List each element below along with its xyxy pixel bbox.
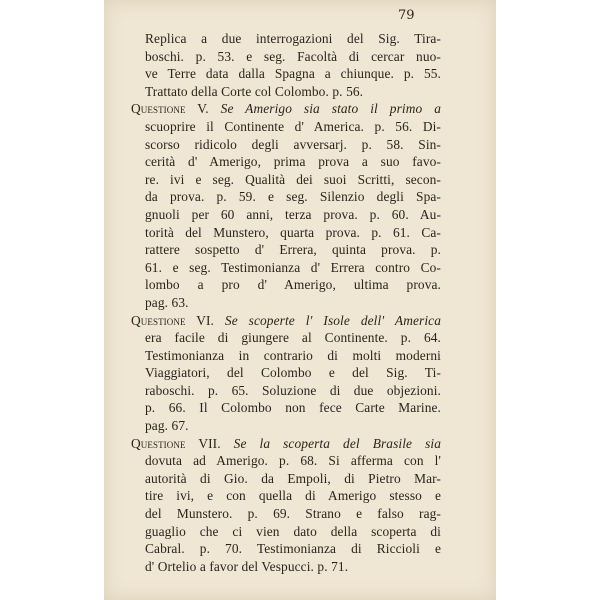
text-line: tire ivi, e con quella di Amerigo stesso e [145, 488, 441, 504]
text-line: scuoprire il Continente d' America. p. 56. Di- [145, 118, 441, 134]
text-line: re. ivi e seg. Qualità dei suoi Scritti, secon- [145, 171, 441, 187]
question-title: Se la scoperta del Brasile sia [220, 435, 442, 451]
text-line: dovuta ad Amerigo. p. 68. Si afferma con l' [145, 453, 441, 469]
text-line: Replica a due interrogazioni del Sig. Tira- [145, 31, 441, 46]
text-line: guaglio che ci vien dato della scoperta di [145, 523, 441, 539]
question-label: Questione VII. [131, 435, 221, 451]
question-label: Questione VI. [131, 312, 214, 328]
text-line: cerità d' Amerigo, prima prova a suo favo- [145, 154, 441, 170]
question-title: Se scoperte l' Isole dell' America [214, 312, 441, 328]
text-line: Viaggiatori, del Colombo e del Sig. Ti- [145, 365, 441, 381]
question-heading-line [131, 100, 441, 118]
text-line: d' Ortelio a favor del Vespucci. p. 71. [145, 558, 349, 574]
text-line: ve Terre data dalla Spagna a chiunque. p. 55. [145, 66, 441, 82]
question-title: Se Amerigo sia stato il primo a [208, 101, 441, 117]
text-line: lombo a pro d' Amerigo, ultima prova. [145, 277, 441, 293]
text-line: era facile di giungere al Continente. p. 64. [145, 330, 441, 346]
text-line: da prova. p. 59. e seg. Silenzio degli Spa- [145, 189, 441, 205]
text-line: gnuoli per 60 anni, terza prova. p. 60. Au- [145, 206, 441, 222]
text-line: boschi. p. 53. e seg. Facoltà di cercar nuo- [145, 48, 441, 64]
text-line: 61. e seg. Testimonianza d' Errera contro Co- [145, 259, 441, 275]
question-label: Questione V. [131, 101, 209, 117]
question-heading-line [131, 312, 441, 330]
text-line: scorso ridicolo degli avversarj. p. 58. Sin- [145, 136, 441, 152]
text-line: rattere sospetto d' Errera, quinta prova. p. [145, 242, 441, 258]
index-text-block [131, 30, 441, 575]
text-line: pag. 67. [145, 418, 189, 434]
text-line: Cabral. p. 70. Testimonianza di Riccioli e [145, 541, 441, 557]
question-heading-line [131, 435, 441, 453]
text-line: Testimonianza in contrario di molti moderni [145, 347, 441, 363]
text-line: p. 66. Il Colombo non fece Carte Marine. [145, 400, 441, 416]
text-line: torità del Munstero, quarta prova. p. 61. Ca- [145, 224, 441, 240]
text-line: pag. 63. [145, 294, 189, 310]
text-line: Trattato della Corte col Colombo. p. 56. [145, 83, 364, 99]
text-line: del Munstero. p. 69. Strano e falso rag- [145, 506, 441, 522]
text-line: autorità di Gio. da Empoli, di Pietro Mar- [145, 470, 441, 486]
page-number: 79 [398, 8, 415, 23]
text-line: raboschi. p. 65. Soluzione di due objezioni. [145, 382, 441, 398]
